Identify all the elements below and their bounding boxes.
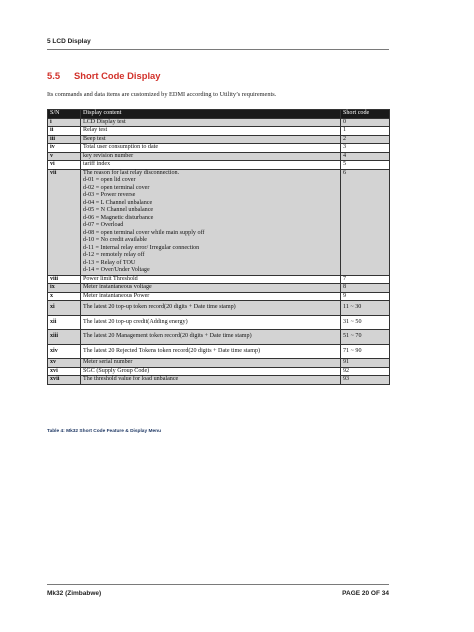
row-content-line: SGC (Supply Group Code) [83,367,150,374]
row-content [81,144,341,153]
row-content-line: d-05 = N Channel unbalance [83,207,154,213]
row-content-line: d-11 = Internal relay error/ Irregular connection [83,244,200,251]
row-sn: xii [48,315,81,330]
row-sn: ix [48,284,81,293]
row-sn: v [48,152,81,161]
row-sn: i [48,118,81,127]
table-caption: Table 4: Mk32 Short Code Feature & Display Menu [47,429,161,434]
row-content-line: d-04 = L Channel unbalance [83,199,153,206]
row-sn: viii [48,275,81,284]
row-short-code: 1 [341,127,390,136]
row-content-line: Meter serial number [83,359,133,365]
header-display-content: Display content [81,110,341,119]
row-short-code: 0 [341,118,390,127]
row-content-line: The reason for last relay disconnection. [83,169,180,176]
table-row [48,330,390,345]
row-content-line: Meter instantaneous voltage [83,284,152,290]
table-row [48,367,390,376]
row-content [81,161,341,170]
row-content-line: d-02 = open terminal cover [83,184,150,191]
row-content-line: The latest 20 top-up token record(20 digits + Date time stamp) [83,304,236,310]
row-content-line: Total user consumption to date [83,144,159,150]
section-number: 5.5 [47,70,61,81]
table-row [48,376,390,385]
footer-rule [47,584,389,585]
table-row [48,144,390,153]
row-short-code: 2 [341,135,390,144]
row-content [81,284,341,293]
row-short-code: 4 [341,152,390,161]
row-short-code: 31 ~ 50 [341,315,390,330]
short-code-table [47,109,390,385]
table-header-row [48,110,390,119]
row-sn: ii [48,127,81,136]
row-content [81,275,341,284]
table-row [48,344,390,359]
row-short-code: 5 [341,161,390,170]
header-rule [47,49,389,50]
row-content-line: d-10 = No credit available [83,237,148,243]
row-content-line: The latest 20 Management token record(20 digits + Date time stamp) [83,333,252,339]
row-content-line: d-14 = Over/Under Voltage [83,267,150,273]
table-row [48,359,390,368]
row-short-code: 3 [341,144,390,153]
row-sn: xvi [48,367,81,376]
row-short-code: 91 [341,359,390,368]
table-row [48,135,390,144]
row-content [81,330,341,345]
row-sn: iv [48,144,81,153]
header-short-code: Short code [341,110,390,119]
row-sn: xv [48,359,81,368]
row-content-line: d-07 = Overload [83,222,124,228]
row-content [81,135,341,144]
row-content-line: The threshold value for load unbalance [83,376,179,382]
section-heading [47,70,160,81]
row-content [81,315,341,330]
row-short-code: 92 [341,367,390,376]
row-sn: iii [48,135,81,144]
row-content-line: d-08 = open terminal cover while main supply off [83,229,205,236]
table-row [48,169,390,275]
row-content-line: d-03 = Power reverse [83,192,136,198]
row-content [81,301,341,316]
table-row [48,118,390,127]
row-content-line: Beep test [83,135,106,142]
row-content-line: d-06 = Magnetic disturbance [83,214,154,221]
row-content-line: Power limit Threshold [83,275,138,282]
row-sn: vi [48,161,81,170]
row-sn: xvii [48,376,81,385]
running-header: 5 LCD Display [47,38,91,45]
row-content-line: d-12 = remotely relay off [83,252,145,258]
row-sn: xiii [48,330,81,345]
row-sn: xi [48,301,81,316]
row-content [81,376,341,385]
intro-paragraph: Its commands and data items are customized by EDMI according to Utility’s requirements. [47,91,277,98]
row-short-code: 51 ~ 70 [341,330,390,345]
footer-page-number: PAGE 20 OF 34 [342,590,389,597]
row-content [81,359,341,368]
row-content-line: The latest 20 Rejected Tokens token record(20 digits + Date time stamp) [83,347,261,354]
table-body [48,118,390,384]
row-content-line: tariff index [83,161,111,167]
footer-document-name: Mk32 (Zimbabwe) [47,590,102,597]
row-content [81,127,341,136]
row-content-line: LCD Display test [83,118,126,125]
row-content-line: Relay test [83,127,108,133]
table-row [48,315,390,330]
row-sn: xiv [48,344,81,359]
row-content [81,118,341,127]
row-content [81,152,341,161]
row-content [81,367,341,376]
row-content-line: d-13 = Relay of TOU [83,259,136,266]
row-content [81,344,341,359]
row-short-code: 7 [341,275,390,284]
row-short-code: 93 [341,376,390,385]
section-title: Short Code Display [74,70,161,81]
row-content-line: Meter instantaneous Power [83,292,150,299]
row-content [81,169,341,275]
row-short-code: 9 [341,292,390,301]
table-row [48,161,390,170]
row-content-line: The latest 20 top-up credit(Adding energy) [83,318,188,325]
row-short-code: 8 [341,284,390,293]
row-short-code: 71 ~ 90 [341,344,390,359]
table-row [48,292,390,301]
table-row [48,301,390,316]
row-content [81,292,341,301]
header-sn: S/N [48,110,81,119]
row-sn: vii [48,169,81,275]
table-row [48,127,390,136]
row-content-line: d-01 = open lid cover [83,177,136,183]
table-row [48,152,390,161]
row-content-line: key revision number [83,152,134,159]
row-short-code: 6 [341,169,390,275]
table-row [48,275,390,284]
row-sn: x [48,292,81,301]
table-row [48,284,390,293]
row-short-code: 11 ~ 30 [341,301,390,316]
